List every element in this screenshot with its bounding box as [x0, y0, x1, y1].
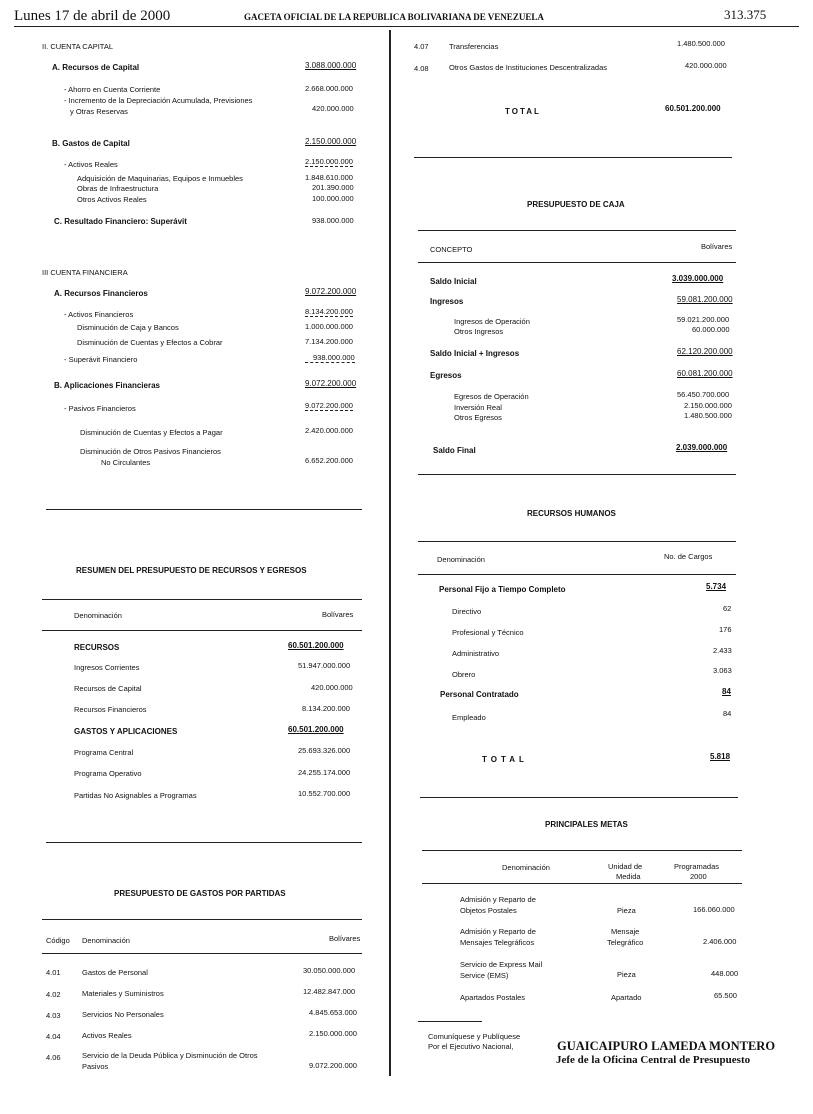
capital-b-item-label: Otros Activos Reales [77, 195, 147, 204]
partida-label: Gastos de Personal [82, 968, 148, 977]
caja-ingresos-item-label: Ingresos de Operación [454, 317, 530, 326]
caja-saldo-final-value: 2.039.000.000 [676, 443, 728, 452]
financiera-b-item-label: Disminución de Cuentas y Efectos a Pagar [80, 428, 223, 437]
resumen-recursos-item-value: 51.947.000.000 [298, 661, 351, 670]
rrhh-fijo-item-value: 176 [719, 625, 732, 634]
resumen-recursos-value: 60.501.200.000 [288, 641, 344, 650]
resumen-gastos-item-label: Programa Central [74, 748, 134, 757]
comuniquese-line2: Por el Ejecutivo Nacional, [428, 1042, 514, 1051]
partida-label: Transferencias [449, 42, 499, 51]
caja-ingresos-value: 59.081.200.000 [677, 295, 733, 304]
partida-value: 420.000.000 [685, 61, 727, 70]
resumen-gastos-item-value: 25.693.326.000 [298, 746, 351, 755]
financiera-superavit-label: - Superávit Financiero [64, 355, 138, 364]
partidas-total-value: 60.501.200.000 [665, 104, 721, 113]
financiera-a-label: A. Recursos Financieros [54, 289, 148, 298]
financiera-superavit-value: 938.000.000 [305, 353, 355, 363]
resumen-recursos-item-value: 420.000.000 [311, 683, 353, 692]
partida-code: 4.03 [46, 1011, 61, 1020]
rrhh-col-cargos: No. de Cargos [664, 552, 713, 561]
financiera-b-sub-value: 9.072.200.000 [305, 401, 353, 410]
capital-b-item-label: Obras de Infraestructura [77, 184, 159, 193]
rrhh-empleado-label: Empleado [452, 713, 486, 722]
meta-label: Admisión y Reparto de [460, 927, 536, 936]
meta-value: 2.406.000 [703, 937, 737, 946]
partidas-total-label: TOTAL [505, 107, 541, 116]
meta-value: 65.500 [714, 991, 737, 1000]
meta-unit: Pieza [617, 970, 636, 979]
caja-egresos-item-label: Otros Egresos [454, 413, 502, 422]
capital-a-item-label: - Ahorro en Cuenta Corriente [64, 85, 161, 94]
partidas-col-codigo: Código [46, 936, 70, 945]
metas-col-year: 2000 [690, 872, 707, 881]
rrhh-total-value: 5.818 [710, 752, 731, 761]
capital-b-item-value: 100.000.000 [312, 194, 354, 203]
capital-a-label: A. Recursos de Capital [52, 63, 140, 72]
meta-value: 166.060.000 [693, 905, 735, 914]
rrhh-fijo-item-label: Profesional y Técnico [452, 628, 524, 637]
resumen-recursos-label: RECURSOS [74, 643, 120, 652]
meta-label: Servicio de Express Mail [460, 960, 543, 969]
partida-value: 4.845.653.000 [309, 1008, 357, 1017]
partida-label: Servicio de la Deuda Pública y Disminución de Otros [82, 1051, 258, 1060]
caja-egresos-label: Egresos [430, 371, 462, 380]
capital-a-item-label: - Incremento de la Depreciación Acumulada, Previsiones [64, 96, 253, 105]
caja-saldo-inicial-label: Saldo Inicial [430, 277, 477, 286]
meta-unit: Apartado [611, 993, 642, 1002]
resumen-gastos-item-label: Programa Operativo [74, 769, 142, 778]
capital-a-item-label2: y Otras Reservas [70, 107, 128, 116]
partida-code: 4.02 [46, 990, 61, 999]
caja-col-bolivares: Bolívares [701, 242, 733, 251]
caja-si-ingresos-label: Saldo Inicial + Ingresos [430, 349, 520, 358]
financiera-b-item-label2: No Circulantes [101, 458, 151, 467]
rrhh-fijo-item-label: Obrero [452, 670, 476, 679]
resumen-gastos-value: 60.501.200.000 [288, 725, 344, 734]
meta-label: Admisión y Reparto de [460, 895, 536, 904]
financiera-a-item-label: Disminución de Cuentas y Efectos a Cobrar [77, 338, 223, 347]
financiera-title: III CUENTA FINANCIERA [42, 268, 128, 277]
financiera-b-label: B. Aplicaciones Financieras [54, 381, 160, 390]
caja-saldo-final-label: Saldo Final [433, 446, 476, 455]
meta-unit: Mensaje [611, 927, 640, 936]
capital-b-value: 2.150.000.000 [305, 137, 357, 146]
signer-name: GUAICAIPURO LAMEDA MONTERO [557, 1039, 776, 1053]
header-page-number: 313.375 [724, 7, 767, 22]
partida-code: 4.07 [414, 42, 429, 51]
financiera-a-item-value: 7.134.200.000 [305, 337, 353, 346]
header-date: Lunes 17 de abril de 2000 [14, 8, 171, 24]
caja-title: PRESUPUESTO DE CAJA [527, 200, 625, 209]
meta-value: 448.000 [711, 969, 739, 978]
resumen-title: RESUMEN DEL PRESUPUESTO DE RECURSOS Y EGRESOS [76, 566, 307, 575]
capital-a-item-value: 420.000.000 [312, 104, 354, 113]
rrhh-title: RECURSOS HUMANOS [527, 509, 616, 518]
capital-a-value: 3.088.000.000 [305, 61, 357, 70]
rrhh-total-label: TOTAL [482, 755, 528, 764]
metas-col-denominacion: Denominación [502, 863, 550, 872]
capital-c-value: 938.000.000 [312, 216, 354, 225]
capital-title: II. CUENTA CAPITAL [42, 42, 113, 51]
rrhh-col-denominacion: Denominación [437, 555, 485, 564]
capital-b-item-value: 201.390.000 [312, 183, 354, 192]
resumen-gastos-item-label: Partidas No Asignables a Programas [74, 791, 197, 800]
rrhh-fijo-item-value: 3.063 [713, 666, 732, 675]
capital-b-item-label: Adquisición de Maquinarias, Equipos e Inmuebles [77, 174, 243, 183]
partida-code: 4.01 [46, 968, 61, 977]
caja-ingresos-item-label: Otros Ingresos [454, 327, 504, 336]
partida-value: 30.050.000.000 [303, 966, 356, 975]
metas-col-unidad: Unidad de [608, 862, 643, 871]
metas-col-programadas: Programadas [674, 862, 720, 871]
rrhh-fijo-item-label: Administrativo [452, 649, 500, 658]
partida-code: 4.06 [46, 1053, 61, 1062]
header-rule [14, 26, 799, 27]
financiera-a-sub-value: 8.134.200.000 [305, 307, 353, 316]
rrhh-fijo-item-label: Directivo [452, 607, 482, 616]
partidas-title: PRESUPUESTO DE GASTOS POR PARTIDAS [114, 889, 286, 898]
rrhh-fijo-label: Personal Fijo a Tiempo Completo [439, 585, 566, 594]
caja-egresos-item-value: 2.150.000.000 [684, 401, 732, 410]
resumen-recursos-item-label: Recursos Financieros [74, 705, 147, 714]
partida-value: 1.480.500.000 [677, 39, 725, 48]
caja-ingresos-label: Ingresos [430, 297, 464, 306]
capital-a-item-value: 2.668.000.000 [305, 84, 353, 93]
rrhh-contratado-label: Personal Contratado [440, 690, 519, 699]
resumen-gastos-item-value: 10.552.700.000 [298, 789, 351, 798]
metas-title: PRINCIPALES METAS [545, 820, 628, 829]
partidas-col-denominacion: Denominación [82, 936, 130, 945]
partidas-col-bolivares: Bolívares [329, 934, 361, 943]
rrhh-fijo-item-value: 62 [723, 604, 732, 613]
rrhh-fijo-value: 5.734 [706, 582, 727, 591]
caja-egresos-item-value: 1.480.500.000 [684, 411, 732, 420]
caja-egresos-item-label: Inversión Real [454, 403, 502, 412]
resumen-col-bolivares: Bolívares [322, 610, 354, 619]
rrhh-fijo-item-value: 2.433 [713, 646, 732, 655]
financiera-b-item-value: 6.652.200.000 [305, 456, 353, 465]
meta-label2: Apartados Postales [460, 993, 526, 1002]
financiera-a-item-value: 1.000.000.000 [305, 322, 353, 331]
partida-value: 2.150.000.000 [309, 1029, 357, 1038]
resumen-recursos-item-value: 8.134.200.000 [302, 704, 350, 713]
meta-label2: Objetos Postales [460, 906, 517, 915]
meta-label2: Mensajes Telegráficos [460, 938, 535, 947]
capital-b-label: B. Gastos de Capital [52, 139, 130, 148]
partida-label: Otros Gastos de Instituciones Descentralizadas [449, 63, 607, 72]
financiera-b-item-value: 2.420.000.000 [305, 426, 353, 435]
meta-unit: Pieza [617, 906, 636, 915]
caja-saldo-inicial-value: 3.039.000.000 [672, 274, 724, 283]
partida-code: 4.08 [414, 64, 429, 73]
caja-egresos-item-label: Egresos de Operación [454, 392, 529, 401]
signer-role: Jefe de la Oficina Central de Presupuesto [556, 1054, 751, 1066]
capital-b-sub-label: - Activos Reales [64, 160, 118, 169]
financiera-b-value: 9.072.200.000 [305, 379, 357, 388]
resumen-gastos-label: GASTOS Y APLICACIONES [74, 727, 178, 736]
caja-egresos-value: 60.081.200.000 [677, 369, 733, 378]
financiera-b-item-label: Disminución de Otros Pasivos Financieros [80, 447, 221, 456]
caja-ingresos-item-value: 60.000.000 [692, 325, 730, 334]
financiera-a-value: 9.072.200.000 [305, 287, 357, 296]
column-divider [389, 30, 391, 1076]
comuniquese-line1: Comuníquese y Publíquese [428, 1032, 521, 1041]
partida-label2: Pasivos [82, 1062, 109, 1071]
financiera-b-sub-label: - Pasivos Financieros [64, 404, 136, 413]
financiera-a-sub-label: - Activos Financieros [64, 310, 134, 319]
capital-b-sub-value: 2.150.000.000 [305, 157, 353, 166]
partida-label: Activos Reales [82, 1031, 132, 1040]
capital-b-item-value: 1.848.610.000 [305, 173, 353, 182]
partida-code: 4.04 [46, 1032, 61, 1041]
meta-label2: Service (EMS) [460, 971, 509, 980]
capital-c-label: C. Resultado Financiero: Superávit [54, 217, 187, 226]
resumen-gastos-item-value: 24.255.174.000 [298, 768, 351, 777]
caja-si-ingresos-value: 62.120.200.000 [677, 347, 733, 356]
caja-egresos-item-value: 56.450.700.000 [677, 390, 730, 399]
rrhh-empleado-value: 84 [723, 709, 732, 718]
header-gazette: GACETA OFICIAL DE LA REPUBLICA BOLIVARIANA DE VENEZUELA [244, 12, 544, 22]
resumen-recursos-item-label: Ingresos Corrientes [74, 663, 140, 672]
caja-ingresos-item-value: 59.021.200.000 [677, 315, 730, 324]
resumen-recursos-item-label: Recursos de Capital [74, 684, 142, 693]
metas-col-medida: Medida [616, 872, 641, 881]
partida-value: 9.072.200.000 [309, 1061, 357, 1070]
partida-value: 12.482.847.000 [303, 987, 356, 996]
partida-label: Servicios No Personales [82, 1010, 164, 1019]
resumen-col-denominacion: Denominación [74, 611, 122, 620]
partida-label: Materiales y Suministros [82, 989, 164, 998]
meta-unit2: Telegráfico [607, 938, 644, 947]
rrhh-contratado-value: 84 [722, 687, 731, 696]
caja-col-concepto: CONCEPTO [430, 245, 473, 254]
financiera-a-item-label: Disminución de Caja y Bancos [77, 323, 179, 332]
